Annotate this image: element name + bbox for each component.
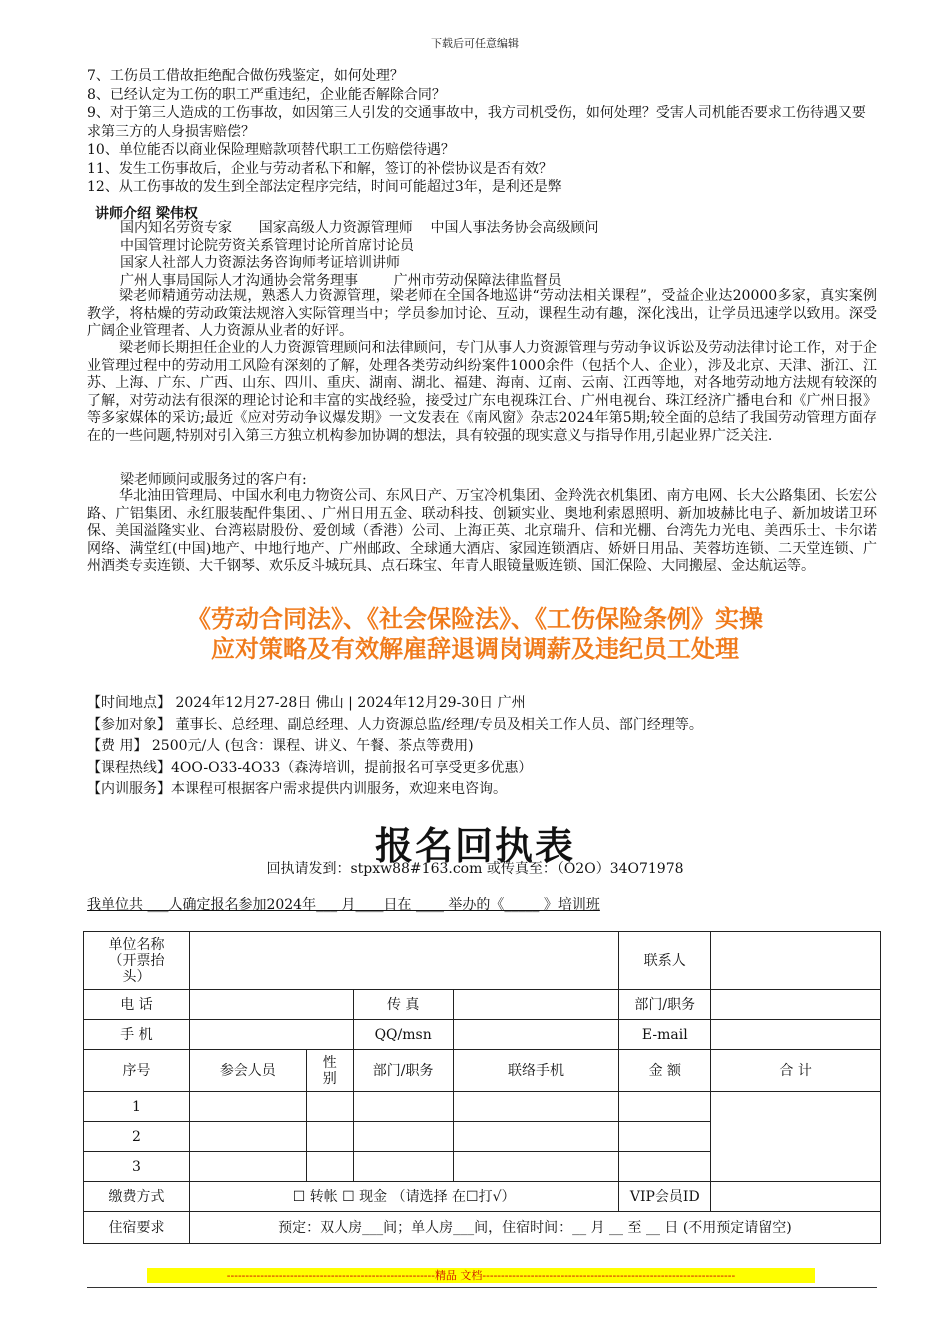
qq-input[interactable] [453,1020,619,1050]
info-row-inhouse [87,779,887,801]
lecturer-heading: 讲师介绍 梁伟权 [95,206,198,222]
course-title [0,604,950,664]
registration-sentence[interactable]: 我单位共 ___人确定报名参加2024年___ 月____日在 ____ 举办的《_____ 》培训班 [87,897,600,913]
email-input[interactable] [711,1020,881,1050]
col-header-amount: 金 额 [619,1050,711,1092]
row-dept-input[interactable] [353,1122,453,1152]
gender-input[interactable] [306,1122,353,1152]
info-label: 【课程热线】 [87,759,171,776]
info-label: 【时间地点】 [87,695,171,711]
course-title-line-2: 应对策略及有效解雇辞退调岗调薪及违纪员工处理 [211,635,739,663]
list-item: 8、已经认定为工伤的职工严重违纪，企业能否解除合同？ [87,86,446,103]
info-row-time [87,693,887,715]
info-label: 【费 用】 [87,738,148,754]
lecturer-bio-2: 梁老师长期担任企业的人力资源管理顾问和法律顾问，专门从事人力资源管理与劳动争议诉讼及劳动法律讨论工作，对于企业管理过程中的劳动用工风险有深刻的了解，处理各类劳动纠纷案件1000余件（包括个人、企业），涉及北京、天津、浙江、江苏、上海、广东、广西、山东、四川、重庆、湖南、湖北、福建、海南、辽南、云南、江西等地，对各地劳动地方法规有较深的了解，对劳动法有很深的理论讨论和丰富的实战经验，接受过广东电视珠江台、广州电视台、珠江经济广播电台和《广州日报》等多家媒体的采访;最近《应对劳动争议爆发期》一文发表在《南风窗》杂志2024年第5期;较全面的总结了我国劳动管理方面存在的一些问题,特别对引入第三方独立机构参加协调的想法，具有较强的现实意义与指导作用,引起业界广泛关注. [87,340,877,444]
row-number: 2 [84,1122,190,1152]
row-mobile-input[interactable] [453,1092,619,1122]
registration-title: 报名回执表 [374,824,575,868]
fax-label: 传 真 [353,990,453,1020]
list-item: 10、单位能否以商业保险理赔款项替代职工工伤赔偿待遇？ [87,142,455,158]
info-label: 【参加对象】 [87,716,171,733]
row-dept-input[interactable] [353,1092,453,1122]
row-mobile-input[interactable] [453,1122,619,1152]
list-item: 7、工伤员工借故拒绝配合做伤残鉴定，如何处理？ [87,68,404,84]
list-item: 9、对于第三人造成的工伤事故，如因第三人引发的交通事故中，我方司机受伤，如何处理？受害人司机能否要求工伤待遇又要求第三方的人身损害赔偿？ [87,105,866,140]
vip-label: VIP会员ID [619,1182,711,1212]
table-row [84,1092,881,1122]
payment-options[interactable]: ☐ 转帐 ☐ 现金 （请选择 在☐打√） [189,1182,618,1212]
lecturer-bio-1: 梁老师精通劳动法规，熟悉人力资源管理，梁老师在全国各地巡讲“劳动法相关课程”，受益企业达20000多家，真实案例教学，将枯燥的劳动政策法规溶入实际管理当中；学员参加讨论、互动，课程生动有趣，深化浅出，让学员迅速学以致用。深受广阔企业管理者、人力资源从业者的好评。 [87,288,877,340]
footer-banner: --------------------------------------------------------精品 文档-------------------------------------------------------------------- [147,1268,815,1283]
header-note: 下载后可任意编辑 [431,37,519,50]
person-input[interactable] [189,1152,306,1182]
total-input[interactable] [711,1092,881,1182]
list-item: 11、发生工伤事故后，企业与劳动者私下和解，签订的补偿协议是否有效？ [87,160,553,177]
col-header-dept: 部门/职务 [353,1050,453,1092]
contact-input[interactable] [711,932,881,990]
info-value: 2024年12月27-28日 佛山 | 2024年12月29-30日 广州 [171,695,526,711]
person-input[interactable] [189,1092,306,1122]
lodging-label: 住宿要求 [84,1212,190,1244]
list-item: 12、从工伤事故的发生到全部法定程序完结，时间可能超过3年，是利还是弊 [87,179,562,195]
info-value: 董事长、总经理、副总经理、人力资源总监/经理/专员及相关工作人员、部门经理等。 [171,716,703,733]
unit-name-input[interactable] [189,932,618,990]
question-list [87,67,877,197]
col-header-gender: 性别 [306,1050,353,1092]
lodging-text[interactable]: 预定：双人房___间；单人房___间，住宿时间：__ 月 __ 至 __ 日 (不用预定请留空) [189,1212,880,1244]
lecturer-titles [120,220,599,290]
info-row-audience [87,715,887,737]
row-mobile-input[interactable] [453,1152,619,1182]
amount-input[interactable] [619,1122,711,1152]
person-input[interactable] [189,1122,306,1152]
clients-list: 华北油田管理局、中国水利电力物资公司、东风日产、万宝冷机集团、金羚洗衣机集团、南方电网、长大公路集团、长宏公路、广铝集团、永红服装配件集团、、广州日用五金、联动科技、创颖实业、奥地利索恩照明、新加坡赫比电子、新加坡诺卫环保、美国溢隆实业、台湾崧尉股份、爱创域（香港）公司、上海正英、北京瑞升、信和光棚、台湾先力光电、美西乐士、卡尔诺网络、满堂红(中国)地产、中地行地产、广州邮政、全球通大酒店、家园连锁酒店、娇妍日用品、芙蓉坊连锁、二天堂连锁、广州酒类专卖连锁、大千钢琴、欢乐反斗城玩具、点石珠宝、年青人眼镜量贩连锁、国汇保险、大同搬屋、金达航运等。 [87,488,877,575]
col-header-person: 参会人员 [189,1050,306,1092]
course-title-line-1: 《劳动合同法》、《社会保险法》、《工伤保险条例》实操 [187,605,763,633]
footer-divider [87,1287,877,1288]
vip-input[interactable] [711,1182,881,1212]
amount-input[interactable] [619,1092,711,1122]
lecturer-title-line: 中国管理讨论院劳资关系管理讨论所首席讨论员 [120,237,414,254]
mobile-input[interactable] [189,1020,353,1050]
col-header-mobile: 联络手机 [453,1050,619,1092]
info-row-fee [87,736,887,758]
row-number: 1 [84,1092,190,1122]
clients-heading: 梁老师顾问或服务过的客户有: [120,472,307,488]
dept-label: 部门/职务 [619,990,711,1020]
unit-name-label: 单位名称（开票抬头） [84,932,190,990]
registration-subtitle: 回执请发到：stpxw88#163.com 或传真至：（O2O）34O71978 [266,861,684,877]
contact-label: 联系人 [619,932,711,990]
info-row-hotline [87,758,887,780]
col-header-total: 合 计 [711,1050,881,1092]
payment-label: 缴费方式 [84,1182,190,1212]
dept-input[interactable] [711,990,881,1020]
lecturer-title-line: 国内知名劳资专家 国家高级人力资源管理师 中国人事法务协会高级顾问 [120,220,599,236]
info-value: 4OO-O33-4O33（森涛培训，提前报名可享受更多优惠） [171,759,533,776]
course-info [87,693,887,801]
registration-form [83,931,881,1244]
gender-input[interactable] [306,1092,353,1122]
info-label: 【内训服务】 [87,781,171,797]
row-number: 3 [84,1152,190,1182]
phone-label: 电 话 [84,990,190,1020]
row-dept-input[interactable] [353,1152,453,1182]
col-header-no: 序号 [84,1050,190,1092]
fax-input[interactable] [453,990,619,1020]
qq-label: QQ/msn [353,1020,453,1050]
email-label: E-mail [619,1020,711,1050]
info-value: 本课程可根据客户需求提供内训服务，欢迎来电咨询。 [171,781,507,797]
info-value: 2500元/人 (包含：课程、讲义、午餐、茶点等费用) [147,738,474,754]
lecturer-title-line: 国家人社部人力资源法务咨询师考证培训讲师 [120,255,400,271]
lecturer-title-line: 广州人事局国际人才沟通协会常务理事 广州市劳动保障法律监督员 [120,272,562,289]
amount-input[interactable] [619,1152,711,1182]
mobile-label: 手 机 [84,1020,190,1050]
phone-input[interactable] [189,990,353,1020]
gender-input[interactable] [306,1152,353,1182]
